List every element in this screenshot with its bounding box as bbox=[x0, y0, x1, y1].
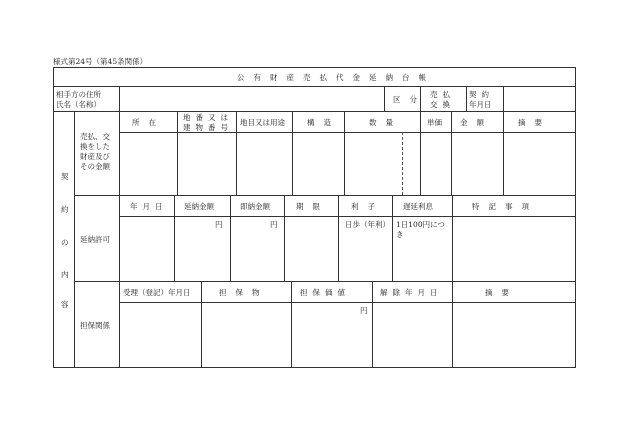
col-immediate-amount: 即納金額 bbox=[240, 202, 270, 211]
side-label-char: 約 bbox=[61, 205, 69, 214]
col-lot-number: 地番又は bbox=[183, 113, 233, 122]
col-deferred-amount: 延納金額 bbox=[184, 202, 214, 211]
property-label: 換をした bbox=[80, 142, 110, 151]
interest-rate-label: 日歩（年利） bbox=[345, 220, 390, 229]
ledger-title: 公有財産売払代金延納台帳 bbox=[237, 73, 435, 82]
form-number: 様式第24号（第45条関係） bbox=[53, 57, 148, 66]
col-release-date: 解除年月日 bbox=[380, 288, 443, 297]
col-date: 年月日 bbox=[130, 202, 168, 211]
col-collateral: 担保物 bbox=[219, 288, 269, 297]
col-unit-price: 単価 bbox=[427, 118, 442, 127]
rule-title bbox=[53, 86, 576, 87]
rule-deferral-top bbox=[74, 195, 576, 196]
side-label-char: 内 bbox=[61, 270, 69, 279]
exchange-label: 交換 bbox=[430, 100, 455, 109]
col-received-date: 受理（登記）年月日 bbox=[123, 288, 191, 297]
col-location: 所在 bbox=[132, 118, 165, 127]
unit-yen: 円 bbox=[215, 220, 223, 229]
unit-yen: 円 bbox=[360, 306, 368, 315]
col-collateral-value: 担保価値 bbox=[300, 288, 350, 297]
rule-property-head bbox=[119, 132, 576, 133]
side-label-char: 容 bbox=[61, 300, 69, 309]
contract-label: 契約 bbox=[469, 90, 494, 99]
property-label: その金額 bbox=[80, 162, 110, 171]
col-structure: 構造 bbox=[307, 118, 340, 127]
contract-date-label: 年月日 bbox=[469, 100, 492, 109]
rule-collateral-top bbox=[74, 281, 576, 282]
col-remarks: 特記事項 bbox=[472, 202, 538, 211]
property-label: 財産及び bbox=[80, 152, 110, 161]
party-address-label: 相手方の住所 bbox=[56, 90, 101, 99]
col-interest: 利子 bbox=[351, 202, 384, 211]
side-label-char: 契 bbox=[61, 172, 69, 181]
sale-label: 売払 bbox=[430, 90, 455, 99]
col-quantity: 数量 bbox=[369, 118, 402, 127]
rule-deferral-head bbox=[119, 216, 576, 217]
late-interest-note: き bbox=[396, 230, 404, 239]
col-period: 期限 bbox=[296, 202, 329, 211]
rule-collateral-head bbox=[119, 302, 576, 303]
property-label: 売払、交 bbox=[80, 132, 110, 141]
col-late-interest: 遅延利息 bbox=[403, 202, 433, 211]
party-name-label: 氏名（名称） bbox=[56, 100, 101, 109]
unit-yen: 円 bbox=[270, 220, 278, 229]
collateral-label: 担保関係 bbox=[80, 321, 110, 330]
category-label: 区分 bbox=[393, 95, 426, 104]
side-label-char: の bbox=[61, 238, 69, 247]
rule-header bbox=[53, 111, 576, 112]
late-interest-note: 1日100円につ bbox=[396, 220, 445, 229]
col-category: 地目又は用途 bbox=[240, 118, 285, 127]
deferral-label: 延納許可 bbox=[80, 235, 110, 244]
col-building-number: 建物番号 bbox=[183, 123, 233, 132]
ledger-table bbox=[53, 67, 576, 368]
col-collateral-summary: 摘要 bbox=[485, 288, 518, 297]
col-summary: 摘要 bbox=[518, 118, 551, 127]
col-amount: 金額 bbox=[460, 118, 493, 127]
